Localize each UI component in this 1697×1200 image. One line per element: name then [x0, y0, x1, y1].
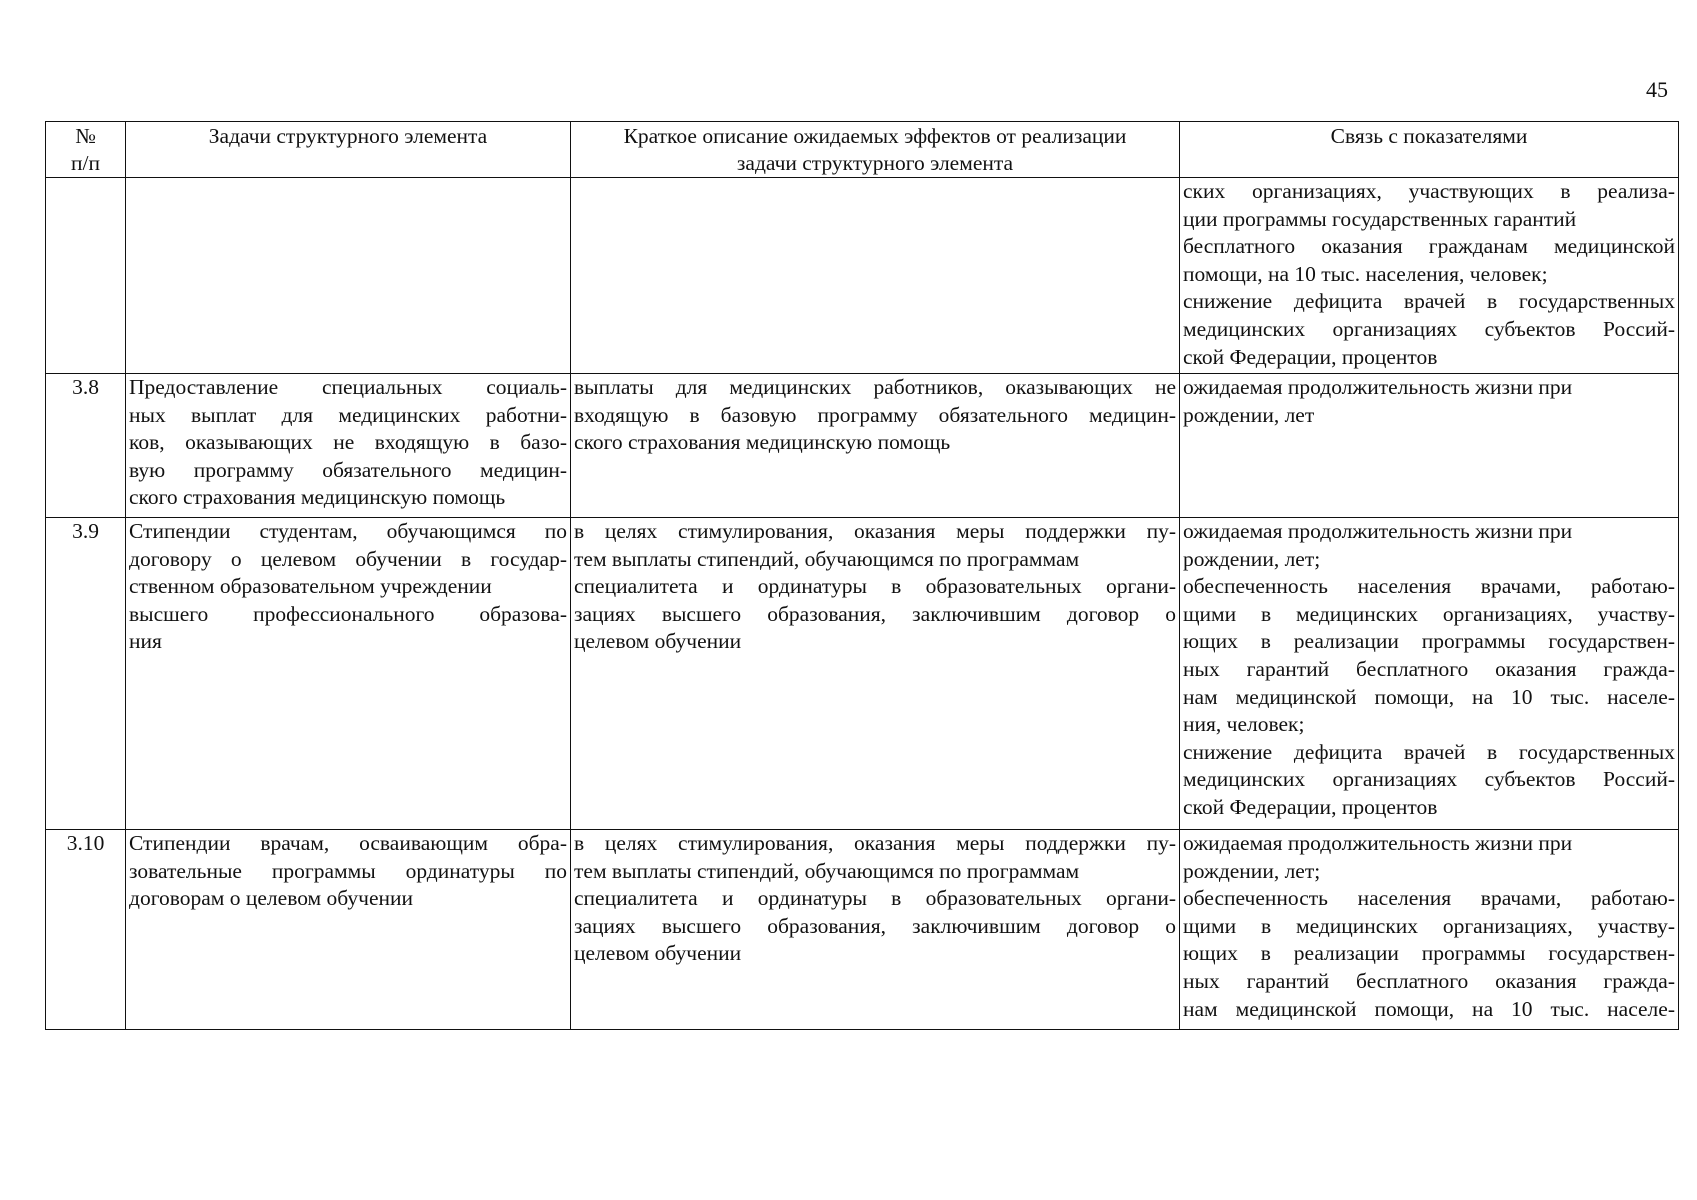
text-line: специалитета и ординатуры в образовательных органи- [574, 574, 1176, 599]
row-indicators [1180, 518, 1679, 830]
text-line: зациях высшего образования, заключившим договор о [574, 601, 1176, 626]
text-line: ских организациях, участвующих в реализа- [1183, 179, 1675, 203]
text-line: зовательные программы ординатуры по [129, 858, 567, 883]
row-tasks [126, 830, 571, 1030]
text-line: щими в медицинских организациях, участву- [1183, 913, 1675, 938]
text-line: вую программу обязательного медицин- [129, 457, 567, 482]
header-line: Связь с показателями [1330, 124, 1528, 148]
text-line: ского страхования медицинскую помощь [129, 485, 506, 510]
text-line: ных выплат для медицинских работни- [129, 402, 567, 427]
text-line: в целях стимулирования, оказания меры поддержки пу- [574, 519, 1176, 543]
text-line: тем выплаты стипендий, обучающимся по программам [574, 858, 1080, 883]
table-header-row [46, 122, 1679, 178]
text-line: Предоставление специальных социаль- [129, 375, 567, 399]
table-row [46, 830, 1679, 1030]
row-indicators [1180, 178, 1679, 374]
header-line: Задачи структурного элемента [208, 124, 488, 148]
text-line: медицинских организациях субъектов Россий- [1183, 767, 1675, 792]
table-row [46, 178, 1679, 374]
row-indicators [1180, 830, 1679, 1030]
text-line: Стипендии студентам, обучающимся по [129, 519, 567, 543]
header-effects [571, 122, 1180, 178]
text-line: входящую в базовую программу обязательного медицин- [574, 402, 1176, 427]
text-line: договорам о целевом обучении [129, 886, 414, 911]
row-tasks [126, 374, 571, 518]
row-num: 3.8 [46, 374, 126, 518]
text-line: ния [129, 629, 162, 654]
text-line: ского страхования медицинскую помощь [574, 430, 951, 455]
header-tasks [126, 122, 571, 178]
row-tasks [126, 178, 571, 374]
row-num: 3.9 [46, 518, 126, 830]
row-num: 3.10 [46, 830, 126, 1030]
text-line: в целях стимулирования, оказания меры поддержки пу- [574, 831, 1176, 855]
text-line: целевом обучении [574, 941, 742, 966]
text-line: договору о целевом обучении в государ- [129, 546, 567, 571]
header-indicators [1180, 122, 1679, 178]
text-line: рождении, лет; [1183, 858, 1321, 883]
text-line: выплаты для медицинских работников, оказывающих не [574, 375, 1176, 399]
header-line: задачи структурного элемента [736, 151, 1014, 175]
text-line: ской Федерации, процентов [1183, 794, 1438, 819]
text-line: высшего профессионального образова- [129, 601, 567, 626]
text-line: ющих в реализации программы государствен- [1183, 629, 1675, 654]
row-effects [571, 830, 1180, 1030]
text-line: ющих в реализации программы государствен- [1183, 941, 1675, 966]
text-line: снижение дефицита врачей в государственных [1183, 289, 1675, 314]
table-row [46, 374, 1679, 518]
text-line: обеспеченность населения врачами, работаю- [1183, 886, 1675, 911]
text-line: целевом обучении [574, 629, 742, 654]
row-effects [571, 374, 1180, 518]
text-line: ожидаемая продолжительность жизни при [1183, 831, 1573, 855]
text-line: ской Федерации, процентов [1183, 344, 1438, 369]
table-row [46, 518, 1679, 830]
text-line: ожидаемая продолжительность жизни при [1183, 519, 1573, 543]
row-tasks [126, 518, 571, 830]
header-line: п/п [71, 151, 100, 175]
text-line: рождении, лет; [1183, 546, 1321, 571]
text-line: ции программы государственных гарантий [1183, 206, 1577, 231]
structural-element-table [45, 121, 1679, 1030]
text-line: медицинских организациях субъектов Россий- [1183, 316, 1675, 341]
text-line: щими в медицинских организациях, участву- [1183, 601, 1675, 626]
text-line: нам медицинской помощи, на 10 тыс. населе- [1183, 996, 1675, 1021]
text-line: ков, оказывающих не входящую в базо- [129, 430, 567, 455]
header-num [46, 122, 126, 178]
row-indicators [1180, 374, 1679, 518]
row-effects [571, 178, 1180, 374]
text-line: зациях высшего образования, заключившим договор о [574, 913, 1176, 938]
text-line: специалитета и ординатуры в образовательных органи- [574, 886, 1176, 911]
text-line: ственном образовательном учреждении [129, 574, 492, 599]
text-line: бесплатного оказания гражданам медицинской [1183, 234, 1675, 259]
header-line: № [75, 124, 96, 148]
text-line: рождении, лет [1183, 402, 1315, 427]
text-line: снижение дефицита врачей в государственных [1183, 739, 1675, 764]
text-line: помощи, на 10 тыс. населения, человек; [1183, 261, 1548, 286]
text-line: обеспеченность населения врачами, работаю- [1183, 574, 1675, 599]
text-line: ожидаемая продолжительность жизни при [1183, 375, 1573, 399]
text-line: ных гарантий бесплатного оказания гражда- [1183, 968, 1675, 993]
row-effects [571, 518, 1180, 830]
page-number: 45 [1646, 77, 1668, 102]
text-line: тем выплаты стипендий, обучающимся по программам [574, 546, 1080, 571]
text-line: ния, человек; [1183, 712, 1305, 737]
row-num [46, 178, 126, 374]
text-line: Стипендии врачам, осваивающим обра- [129, 831, 567, 855]
text-line: ных гарантий бесплатного оказания гражда- [1183, 656, 1675, 681]
text-line: нам медицинской помощи, на 10 тыс. населе- [1183, 684, 1675, 709]
header-line: Краткое описание ожидаемых эффектов от реализации [623, 124, 1127, 148]
